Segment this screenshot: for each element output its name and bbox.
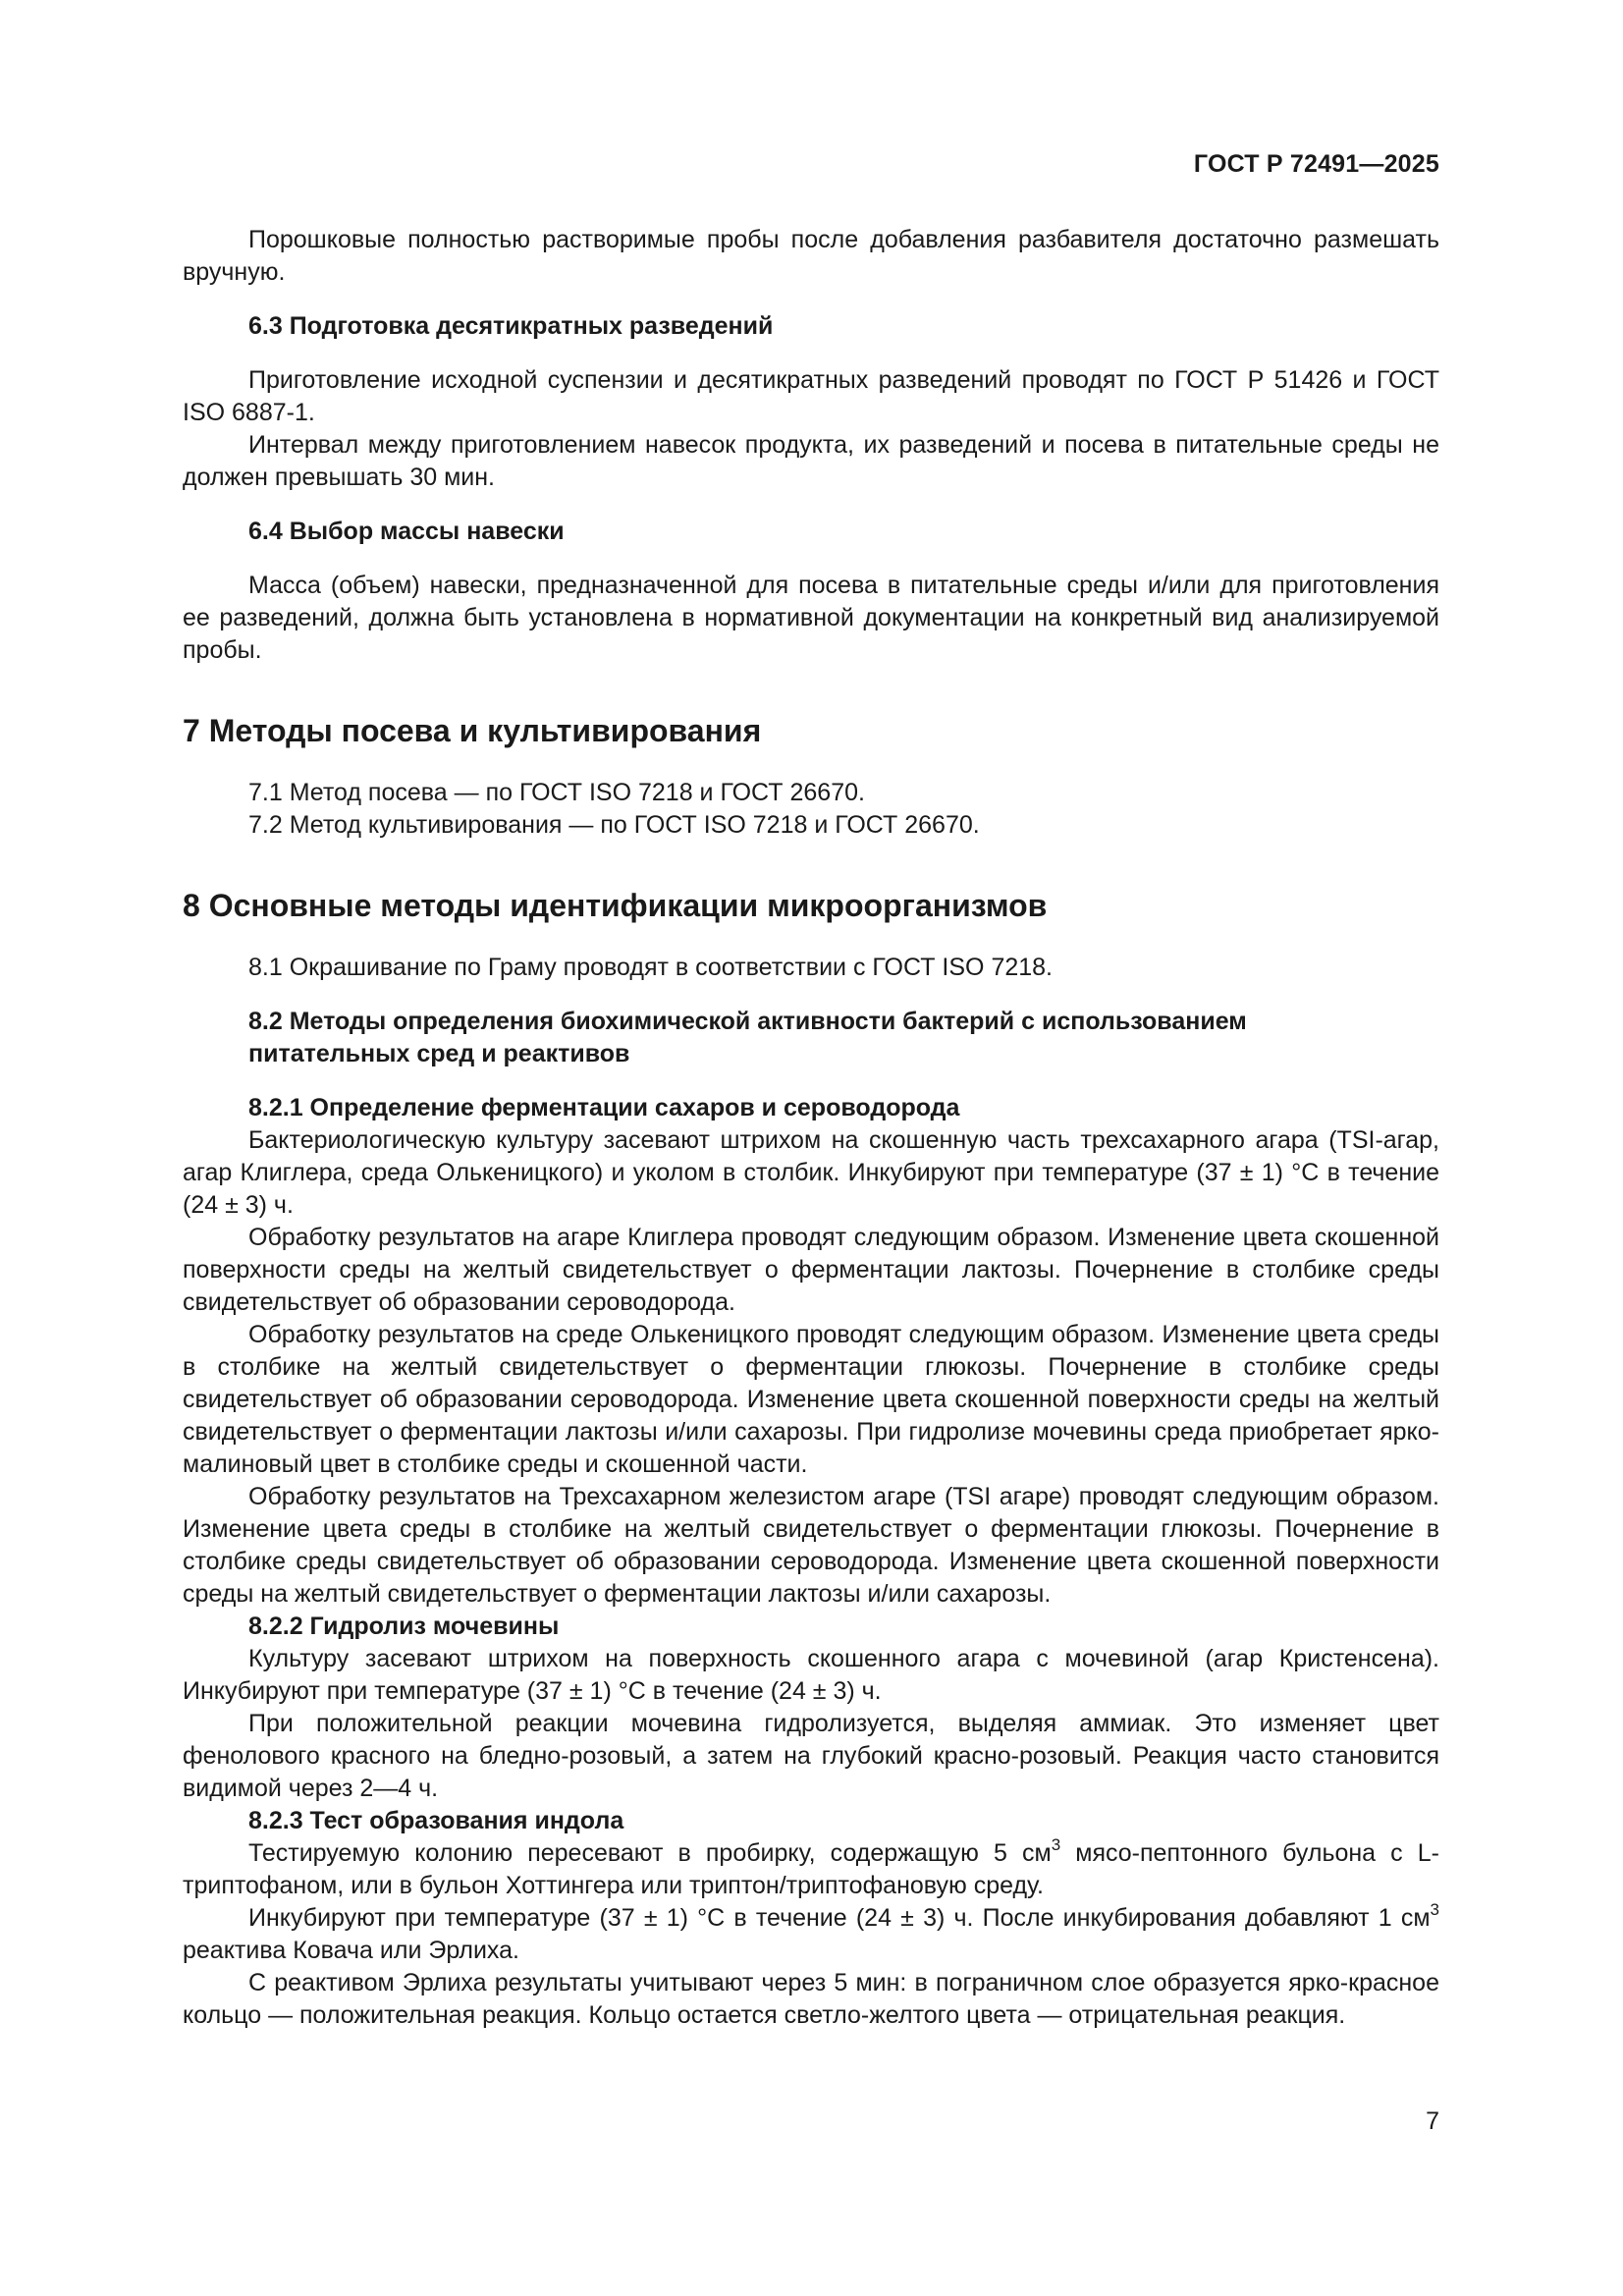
document-code-header: ГОСТ Р 72491—2025 (1193, 150, 1439, 178)
section-6-3-paragraph-2: Интервал между приготовлением навесок продукта, их разведений и посева в питательные среды не должен превышать 30 мин. (183, 431, 1439, 491)
cubic-superscript: 3 (1051, 1834, 1061, 1854)
section-8-heading: 8 Основные методы идентификации микроорганизмов (183, 888, 1048, 923)
section-8-1-paragraph: 8.1 Окрашивание по Граму проводят в соответствии с ГОСТ ISO 7218. (248, 954, 1054, 981)
incubation-text-part-a: Инкубируют при температуре (37 ± 1) °С в течение (24 ± 3) ч. После инкубирования добавляют 1 см (248, 1904, 1431, 1932)
incubation-text-part-b: реактива Ковача или Эрлиха. (183, 1937, 519, 1964)
section-7-1-paragraph: 7.1 Метод посева — по ГОСТ ISO 7218 и ГОСТ 26670. (248, 779, 865, 806)
section-8-2-2-paragraph-1: Культуру засевают штрихом на поверхность скошенного агара с мочевиной (агар Кристенсена). Инкубируют при температуре (37 ± 1) °С в течение (24 ± 3) ч. (183, 1645, 1439, 1705)
document-body (183, 224, 1439, 2032)
section-8-2-3-paragraph-3: С реактивом Эрлиха результаты учитывают через 5 мин: в пограничном слое образуется ярко-красное кольцо — положительная реакция. Кольцо остается светло-желтого цвета — отрицательная реакция. (183, 1969, 1439, 2029)
section-8-2-3-paragraph-2 (183, 1899, 1439, 1967)
cubic-superscript: 3 (1430, 1899, 1439, 1919)
section-7-heading: 7 Методы посева и культивирования (183, 713, 762, 748)
section-8-2-3-paragraph-1 (183, 1834, 1439, 1902)
section-8-2-2-title: 8.2.2 Гидролиз мочевины (248, 1613, 560, 1640)
document-page (183, 0, 1439, 2296)
section-7-2-paragraph: 7.2 Метод культивирования — по ГОСТ ISO 7218 и ГОСТ 26670. (248, 811, 980, 839)
section-8-2-3-title: 8.2.3 Тест образования индола (248, 1807, 624, 1834)
indole-text-part-a: Тестируемую колонию пересевают в пробирку, содержащую 5 см (248, 1839, 1052, 1867)
section-6-4-title: 6.4 Выбор массы навески (248, 518, 565, 545)
section-6-4-paragraph-1: Масса (объем) навески, предназначенной для посева в питательные среды и/или для приготовления ее разведений, должна быть установлена в нормативной документации на конкретный вид анализируемой пробы. (183, 572, 1439, 664)
indole-text-part-b: мясо-пептонного бульона с L-триптофаном, или в бульон Хоттингера или триптон/триптофановую среду. (183, 1839, 1439, 1899)
section-8-2-title: 8.2 Методы определения биохимической активности бактерий с использованием питательных сред и реактивов (248, 1008, 1247, 1067)
section-8-2-2-paragraph-2: При положительной реакции мочевина гидролизуется, выделяя аммиак. Это изменяет цвет фенолового красного на бледно-розовый, а затем на глубокий красно-розовый. Реакция часто становится видимой через 2—4 ч. (183, 1710, 1439, 1802)
section-8-2-1-title: 8.2.1 Определение ферментации сахаров и сероводорода (248, 1094, 960, 1121)
section-6-3-paragraph-1: Приготовление исходной суспензии и десятикратных разведений проводят по ГОСТ Р 51426 и ГОСТ ISO 6887-1. (183, 366, 1439, 426)
section-8-2-1-paragraph-1: Бактериологическую культуру засевают штрихом на скошенную часть трехсахарного агара (TSI-агар, агар Клиглера, среда Олькеницкого) и уколом в столбик. Инкубируют при температуре (37 ± 1) °С в течение (24 ± 3) ч. (183, 1126, 1439, 1219)
section-6-3-title: 6.3 Подготовка десятикратных разведений (248, 312, 774, 340)
page-number: 7 (1426, 2107, 1439, 2135)
section-8-2-1-paragraph-2: Обработку результатов на агаре Клиглера проводят следующим образом. Изменение цвета скошенной поверхности среды на желтый свидетельствует о ферментации лактозы. Почернение в столбике среды свидетельствует об образовании сероводорода. (183, 1224, 1439, 1316)
section-8-2-1-paragraph-4: Обработку результатов на Трехсахарном железистом агаре (TSI агаре) проводят следующим образом. Изменение цвета среды в столбике на желтый свидетельствует о ферментации глюкозы. Почернение в столбике среды свидетельствует об образовании сероводорода. Изменение цвета скошенной поверхности среды на желтый свидетельствует о ферментации лактозы и/или сахарозы. (183, 1483, 1439, 1608)
section-8-2-1-paragraph-3: Обработку результатов на среде Олькеницкого проводят следующим образом. Изменение цвета среды в столбике на желтый свидетельствует о ферментации глюкозы. Почернение в столбике среды свидетельствует об образовании сероводорода. Изменение цвета скошенной поверхности среды на желтый свидетельствует о ферментации лактозы и/или сахарозы. При гидролизе мочевины среда приобретает ярко-малиновый цвет в столбике среды и скошенной части. (183, 1321, 1439, 1478)
paragraph-powder-samples: Порошковые полностью растворимые пробы после добавления разбавителя достаточно размешать вручную. (183, 226, 1439, 286)
